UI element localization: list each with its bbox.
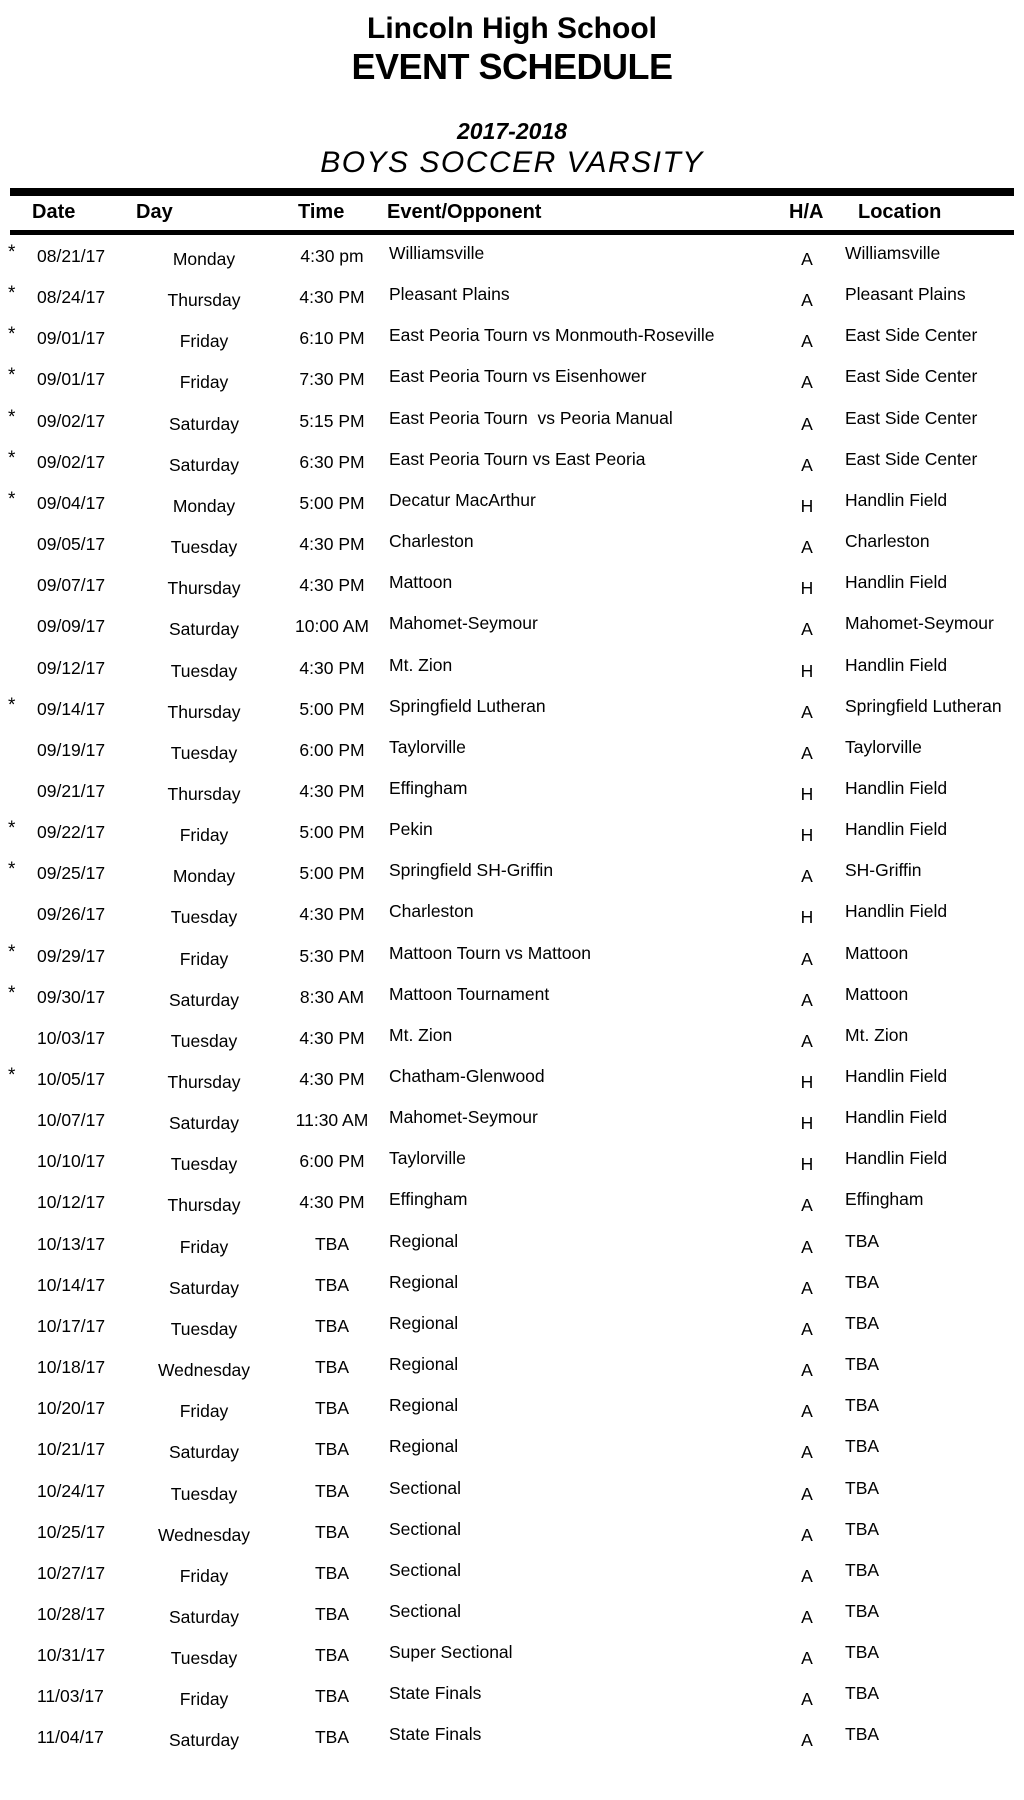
schedule-row (0, 1022, 1024, 1063)
event-time: 4:30 PM (299, 287, 365, 308)
event-day: Tuesday (170, 1030, 238, 1051)
event-time: TBA (314, 1727, 350, 1748)
event-day: Thursday (167, 290, 241, 311)
event-date: 09/29/17 (37, 945, 106, 966)
event-opponent: Super Sectional (389, 1642, 513, 1663)
event-day: Friday (179, 1565, 229, 1586)
event-date: 09/12/17 (37, 657, 106, 678)
event-opponent: Decatur MacArthur (389, 489, 536, 510)
event-date: 10/17/17 (37, 1315, 106, 1336)
schedule-row (0, 940, 1024, 981)
event-location: Handlin Field (845, 1148, 948, 1169)
event-time: TBA (314, 1521, 350, 1542)
event-day: Friday (179, 1689, 229, 1710)
schedule-row (0, 1475, 1024, 1516)
event-day: Thursday (167, 1195, 241, 1216)
event-opponent: Sectional (389, 1559, 461, 1580)
home-away-flag: A (801, 948, 813, 969)
schedule-row (0, 487, 1024, 528)
event-time: TBA (314, 1233, 350, 1254)
column-header-day: Day (136, 201, 173, 223)
event-opponent: East Peoria Tourn vs Eisenhower (389, 366, 647, 387)
event-opponent: Mattoon (389, 572, 453, 593)
star-marker: * (8, 1065, 16, 1086)
schedule-row (0, 1186, 1024, 1227)
home-away-flag: A (801, 537, 813, 557)
schedule-row (0, 652, 1024, 693)
schedule-row (0, 610, 1024, 651)
event-location: East Side Center (845, 407, 978, 428)
event-location: Handlin Field (845, 901, 948, 922)
event-location: TBA (845, 1354, 880, 1374)
schedule-row (0, 1680, 1024, 1721)
event-location: Handlin Field (845, 1107, 948, 1128)
event-time: 4:30 PM (299, 780, 365, 801)
event-time: 10:00 AM (295, 616, 369, 637)
event-date: 09/07/17 (37, 575, 106, 596)
event-date: 10/18/17 (37, 1357, 106, 1377)
event-opponent: Charleston (389, 901, 474, 922)
star-marker: * (8, 488, 16, 510)
star-marker: * (8, 859, 16, 881)
event-time: 6:00 PM (299, 739, 365, 760)
schedule-row (0, 1598, 1024, 1639)
event-time: TBA (314, 1480, 350, 1501)
event-date: 09/01/17 (37, 369, 106, 390)
event-time: 4:30 PM (299, 904, 365, 925)
home-away-flag: A (801, 372, 813, 393)
event-day: Monday (172, 249, 236, 269)
schedule-row (0, 363, 1024, 404)
event-day: Friday (179, 1401, 229, 1422)
schedule-row (0, 1392, 1024, 1433)
schedule-row (0, 1516, 1024, 1557)
event-opponent: Pleasant Plains (389, 284, 510, 305)
event-opponent: Regional (389, 1395, 459, 1416)
event-day: Saturday (168, 1730, 240, 1751)
event-location: East Side Center (845, 366, 978, 387)
event-location: TBA (845, 1230, 880, 1251)
event-day: Tuesday (170, 1318, 238, 1339)
event-day: Friday (179, 372, 229, 393)
event-day: Friday (179, 331, 229, 352)
event-opponent: Mt. Zion (389, 1024, 453, 1045)
home-away-flag: A (801, 1689, 813, 1710)
event-time: TBA (314, 1398, 350, 1419)
event-location: Pleasant Plains (845, 284, 966, 305)
event-time: TBA (314, 1686, 350, 1707)
schedule-row (0, 1721, 1024, 1762)
event-time: 4:30 pm (300, 246, 364, 266)
home-away-flag: A (801, 1195, 813, 1216)
event-time: 4:30 PM (299, 1069, 365, 1089)
schedule-row (0, 1433, 1024, 1474)
event-location: Williamsville (845, 243, 941, 263)
event-day: Monday (172, 866, 236, 887)
event-location: Handlin Field (845, 819, 948, 840)
event-opponent: Mahomet-Seymour (389, 1107, 538, 1128)
event-time: 6:30 PM (299, 451, 365, 472)
event-opponent: Pekin (389, 819, 433, 840)
event-opponent: Sectional (389, 1601, 461, 1621)
event-date: 10/24/17 (37, 1480, 106, 1501)
home-away-flag: A (801, 1401, 813, 1422)
schedule-row (0, 1063, 1024, 1104)
home-away-flag: A (801, 290, 813, 311)
event-day: Saturday (168, 619, 240, 640)
event-time: TBA (314, 1357, 350, 1377)
season-label: 2017-2018 (457, 118, 567, 144)
event-date: 10/31/17 (37, 1645, 106, 1666)
event-opponent: Sectional (389, 1477, 461, 1498)
event-day: Wednesday (157, 1524, 251, 1545)
event-day: Saturday (168, 1442, 240, 1463)
event-time: 5:00 PM (299, 863, 365, 884)
event-time: TBA (314, 1645, 350, 1666)
team-label: BOYS SOCCER VARSITY (320, 146, 704, 179)
event-day: Tuesday (170, 537, 238, 557)
home-away-flag: H (800, 1072, 814, 1092)
event-location: SH-Griffin (845, 860, 922, 881)
event-opponent: Effingham (389, 1189, 468, 1210)
home-away-flag: H (800, 783, 814, 804)
home-away-flag: H (800, 1154, 814, 1175)
home-away-flag: A (801, 249, 813, 269)
event-location: Handlin Field (845, 654, 948, 675)
event-time: 6:10 PM (299, 328, 365, 349)
event-time: TBA (314, 1562, 350, 1583)
event-location: Effingham (845, 1189, 924, 1210)
event-day: Thursday (167, 783, 241, 804)
star-marker: * (8, 406, 16, 428)
home-away-flag: A (801, 1030, 813, 1051)
event-date: 10/03/17 (37, 1027, 106, 1048)
event-date: 10/25/17 (37, 1521, 106, 1542)
event-opponent: Sectional (389, 1518, 461, 1539)
event-day: Thursday (167, 701, 241, 722)
event-date: 09/09/17 (37, 616, 106, 637)
schedule-row (0, 898, 1024, 939)
event-location: TBA (845, 1271, 880, 1292)
event-location: Handlin Field (845, 777, 948, 798)
home-away-flag: A (801, 1730, 813, 1751)
event-location: Mt. Zion (845, 1024, 909, 1045)
event-day: Friday (179, 948, 229, 969)
event-time: TBA (314, 1439, 350, 1460)
home-away-flag: A (801, 1442, 813, 1463)
home-away-flag: A (801, 454, 813, 475)
event-date: 10/13/17 (37, 1233, 106, 1254)
event-date: 11/04/17 (37, 1727, 104, 1748)
home-away-flag: A (801, 413, 813, 434)
event-opponent: Taylorville (389, 736, 466, 757)
event-location: Taylorville (845, 736, 922, 757)
event-date: 08/24/17 (37, 287, 106, 308)
home-away-flag: A (801, 866, 813, 887)
event-date: 09/21/17 (37, 780, 106, 801)
event-time: 5:00 PM (299, 492, 365, 513)
event-day: Saturday (168, 1607, 240, 1627)
event-day: Thursday (167, 1072, 241, 1092)
event-day: Saturday (168, 454, 240, 475)
event-date: 09/30/17 (37, 986, 106, 1007)
event-date: 09/25/17 (37, 863, 106, 884)
event-opponent: Mahomet-Seymour (389, 613, 538, 634)
event-day: Tuesday (170, 1154, 238, 1175)
home-away-flag: H (800, 1113, 814, 1134)
event-time: TBA (314, 1274, 350, 1295)
event-day: Friday (179, 825, 229, 846)
event-location: Handlin Field (845, 489, 948, 510)
schedule-row (0, 446, 1024, 487)
star-marker: * (8, 818, 16, 840)
event-location: TBA (845, 1601, 880, 1621)
event-date: 09/22/17 (37, 822, 106, 843)
event-opponent: Mattoon Tourn vs Mattoon (389, 942, 592, 963)
event-date: 09/19/17 (37, 739, 106, 760)
schedule-row (0, 775, 1024, 816)
star-marker: * (8, 694, 16, 716)
schedule-row (0, 981, 1024, 1022)
event-date: 10/07/17 (37, 1110, 106, 1131)
column-header-ha: H/A (789, 201, 824, 223)
event-time: 4:30 PM (299, 1192, 365, 1213)
schedule-row (0, 1310, 1024, 1351)
event-opponent: Effingham (389, 777, 468, 798)
event-time: 4:30 PM (299, 657, 365, 678)
star-marker: * (8, 324, 16, 346)
schedule-row (0, 857, 1024, 898)
event-day: Tuesday (170, 660, 238, 681)
schedule-row (0, 240, 1024, 281)
schedule-row (0, 322, 1024, 363)
schedule-row (0, 1557, 1024, 1598)
home-away-flag: A (801, 1483, 813, 1504)
schedule-row (0, 1351, 1024, 1392)
home-away-flag: H (800, 495, 814, 516)
home-away-flag: A (801, 1565, 813, 1586)
star-marker: * (8, 941, 16, 963)
home-away-flag: A (801, 1236, 813, 1257)
event-location: East Side Center (845, 448, 978, 469)
event-opponent: Springfield Lutheran (389, 695, 546, 716)
schedule-row (0, 528, 1024, 569)
event-time: TBA (314, 1604, 350, 1624)
event-day: Saturday (168, 1277, 240, 1298)
event-location: TBA (845, 1683, 880, 1704)
event-opponent: Regional (389, 1230, 459, 1251)
event-location: TBA (845, 1477, 880, 1498)
event-opponent: Springfield SH-Griffin (389, 860, 554, 881)
event-location: Charleston (845, 531, 930, 551)
event-date: 09/01/17 (37, 328, 106, 349)
event-time: TBA (314, 1315, 350, 1336)
event-time: 4:30 PM (299, 1027, 365, 1048)
event-location: Handlin Field (845, 572, 948, 593)
event-date: 10/27/17 (37, 1562, 106, 1583)
event-date: 09/26/17 (37, 904, 106, 925)
event-day: Tuesday (170, 742, 238, 763)
column-header-event: Event/Opponent (387, 201, 542, 223)
star-marker: * (8, 447, 16, 469)
event-date: 10/12/17 (37, 1192, 106, 1213)
star-marker: * (8, 982, 16, 1004)
event-time: 5:00 PM (299, 698, 365, 719)
event-date: 09/04/17 (37, 492, 106, 513)
star-marker: * (8, 365, 16, 387)
event-date: 09/14/17 (37, 698, 106, 719)
schedule-row (0, 1269, 1024, 1310)
event-location: East Side Center (845, 325, 978, 346)
event-opponent: Regional (389, 1436, 459, 1457)
event-opponent: Regional (389, 1271, 459, 1292)
column-header-location: Location (858, 201, 942, 223)
event-location: Springfield Lutheran (845, 695, 1002, 716)
event-date: 10/14/17 (37, 1274, 106, 1295)
event-time: 6:00 PM (299, 1151, 365, 1172)
home-away-flag: A (801, 1360, 813, 1380)
event-date: 09/02/17 (37, 451, 106, 472)
event-time: 7:30 PM (299, 369, 365, 390)
event-date: 10/05/17 (37, 1069, 106, 1089)
event-opponent: East Peoria Tourn vs East Peoria (389, 448, 646, 469)
home-away-flag: A (801, 331, 813, 352)
schedule-row (0, 1145, 1024, 1186)
event-opponent: Chatham-Glenwood (389, 1066, 545, 1086)
event-opponent: Mt. Zion (389, 654, 453, 675)
event-time: 8:30 AM (299, 986, 365, 1007)
home-away-flag: A (801, 1648, 813, 1669)
event-opponent: Charleston (389, 531, 474, 551)
event-date: 10/10/17 (37, 1151, 106, 1172)
schedule-row (0, 734, 1024, 775)
home-away-flag: A (801, 1318, 813, 1339)
event-location: TBA (845, 1312, 880, 1333)
schedule-row (0, 405, 1024, 446)
event-day: Saturday (168, 1113, 240, 1134)
home-away-flag: H (800, 660, 814, 681)
event-location: Mattoon (845, 983, 909, 1004)
star-marker: * (8, 242, 16, 263)
event-location: TBA (845, 1395, 880, 1416)
event-time: 5:00 PM (299, 822, 365, 843)
event-opponent: Regional (389, 1354, 459, 1374)
event-opponent: Mattoon Tournament (389, 983, 550, 1004)
star-marker: * (8, 283, 16, 305)
event-time: 4:30 PM (299, 534, 365, 554)
home-away-flag: A (801, 742, 813, 763)
schedule-row (0, 816, 1024, 857)
event-opponent: East Peoria Tourn vs Monmouth-Roseville (389, 325, 715, 346)
event-date: 09/05/17 (37, 534, 106, 554)
event-date: 08/21/17 (37, 246, 106, 266)
home-away-flag: H (800, 907, 814, 928)
event-opponent: East Peoria Tourn vs Peoria Manual (389, 407, 673, 428)
event-day: Saturday (168, 989, 240, 1010)
event-day: Tuesday (170, 1648, 238, 1669)
home-away-flag: H (800, 578, 814, 599)
home-away-flag: A (801, 989, 813, 1010)
event-location: Handlin Field (845, 1066, 948, 1086)
page-title: EVENT SCHEDULE (351, 46, 673, 87)
home-away-flag: A (801, 619, 813, 640)
school-name: Lincoln High School (367, 12, 657, 45)
event-date: 10/21/17 (37, 1439, 106, 1460)
event-location: Mahomet-Seymour (845, 613, 994, 634)
home-away-flag: A (801, 1607, 813, 1627)
schedule-row (0, 1639, 1024, 1680)
event-location: TBA (845, 1642, 880, 1663)
event-location: TBA (845, 1436, 880, 1457)
event-day: Wednesday (157, 1360, 251, 1380)
event-time: 5:15 PM (299, 410, 365, 431)
column-header-date: Date (32, 201, 76, 223)
schedule-row (0, 281, 1024, 322)
home-away-flag: H (800, 825, 814, 846)
home-away-flag: A (801, 1277, 813, 1298)
event-date: 10/20/17 (37, 1398, 106, 1419)
event-location: Mattoon (845, 942, 909, 963)
event-time: 4:30 PM (299, 575, 365, 596)
schedule-row (0, 1228, 1024, 1269)
event-day: Tuesday (170, 907, 238, 928)
event-opponent: State Finals (389, 1683, 482, 1704)
event-opponent: Williamsville (389, 243, 485, 263)
event-day: Tuesday (170, 1483, 238, 1504)
schedule-row (0, 693, 1024, 734)
column-header-time: Time (298, 201, 345, 223)
event-time: 11:30 AM (295, 1110, 369, 1131)
event-date: 10/28/17 (37, 1604, 106, 1624)
home-away-flag: A (801, 1524, 813, 1545)
event-date: 09/02/17 (37, 410, 106, 431)
event-location: TBA (845, 1518, 880, 1539)
event-day: Saturday (168, 413, 240, 434)
event-opponent: Regional (389, 1312, 459, 1333)
event-opponent: Taylorville (389, 1148, 466, 1169)
event-day: Thursday (167, 578, 241, 599)
event-date: 11/03/17 (37, 1686, 104, 1707)
event-location: TBA (845, 1559, 880, 1580)
home-away-flag: A (801, 701, 813, 722)
event-opponent: State Finals (389, 1724, 482, 1745)
event-time: 5:30 PM (299, 945, 365, 966)
schedule-row (0, 569, 1024, 610)
event-day: Friday (179, 1236, 229, 1257)
schedule-row (0, 1104, 1024, 1145)
event-day: Monday (172, 495, 236, 516)
event-location: TBA (845, 1724, 880, 1745)
